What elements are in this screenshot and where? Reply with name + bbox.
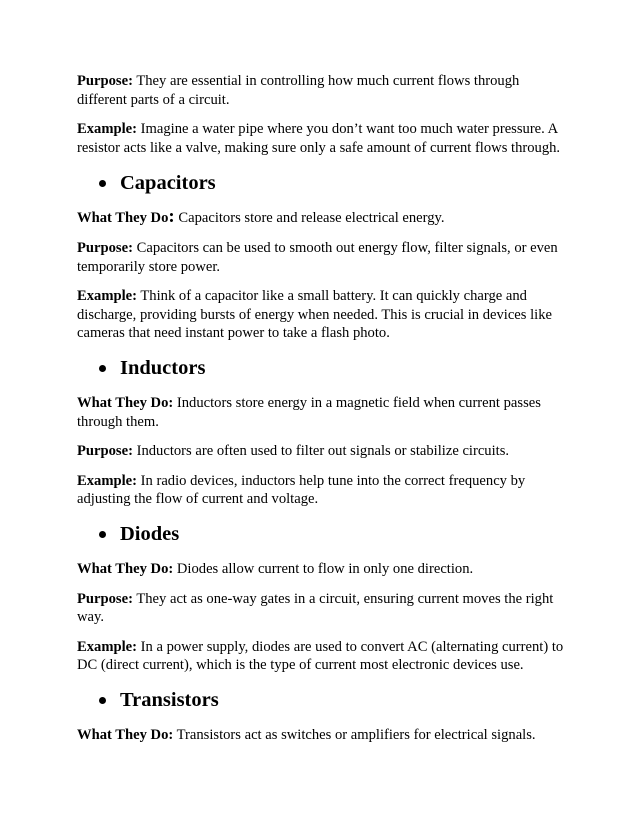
purpose-label: Purpose: xyxy=(77,73,133,89)
capacitors-heading xyxy=(77,168,567,198)
inductors-example xyxy=(77,472,567,509)
document-page xyxy=(77,72,567,755)
transistors-what xyxy=(77,726,567,745)
capacitors-what xyxy=(77,208,567,228)
purpose-text: Capacitors can be used to smooth out energy flow, filter signals, or even temporarily store power. xyxy=(77,239,558,275)
what-label: What They Do: xyxy=(77,726,174,743)
capacitors-purpose xyxy=(77,239,567,276)
bullet-icon xyxy=(99,180,106,187)
what-text: Transistors act as switches or amplifiers for electrical signals. xyxy=(173,726,536,743)
purpose-label: Purpose: xyxy=(77,239,133,256)
transistors-heading xyxy=(77,686,567,716)
what-text: Diodes allow current to flow in only one direction. xyxy=(173,560,474,577)
example-text: In radio devices, inductors help tune into the correct frequency by adjusting the flow of current and voltage. xyxy=(77,472,526,508)
example-text: Think of a capacitor like a small battery. It can quickly charge and discharge, providing bursts of energy when needed. This is crucial in devices like cameras that need instant power to take a flash photo. xyxy=(77,288,552,342)
what-text: Inductors store energy in a magnetic field when current passes through them. xyxy=(77,394,541,430)
purpose-text: They act as one-way gates in a circuit, ensuring current moves the right way. xyxy=(77,590,554,626)
inductors-heading xyxy=(77,354,567,384)
diodes-what xyxy=(77,560,567,579)
bullet-icon xyxy=(99,531,106,538)
example-text: Imagine a water pipe where you don’t want too much water pressure. A resistor acts like a valve, making sure only a safe amount of current flows through. xyxy=(77,121,561,156)
example-label: Example: xyxy=(77,121,137,138)
resistors-example xyxy=(77,120,567,157)
purpose-text: They are essential in controlling how much current flows through different parts of a circuit. xyxy=(77,73,520,108)
what-text: Capacitors store and release electrical energy. xyxy=(174,210,445,227)
heading-text: Diodes xyxy=(120,523,180,546)
what-colon: : xyxy=(168,206,175,228)
capacitors-example xyxy=(77,287,567,343)
example-text: In a power supply, diodes are used to convert AC (alternating current) to DC (direct current), which is the type of current most electronic devices use. xyxy=(77,638,564,674)
example-label: Example: xyxy=(77,288,137,305)
diodes-heading xyxy=(77,520,567,550)
bullet-icon xyxy=(99,697,106,704)
heading-text: Inductors xyxy=(120,357,206,380)
example-label: Example: xyxy=(77,638,137,655)
purpose-label: Purpose: xyxy=(77,590,133,607)
diodes-example xyxy=(77,638,567,675)
diodes-purpose xyxy=(77,590,567,627)
purpose-label: Purpose: xyxy=(77,443,133,460)
heading-text: Transistors xyxy=(120,689,219,712)
purpose-text: Inductors are often used to filter out signals or stabilize circuits. xyxy=(132,443,510,460)
what-label: What They Do xyxy=(77,210,169,227)
inductors-what xyxy=(77,394,567,431)
inductors-purpose xyxy=(77,442,567,461)
resistors-purpose xyxy=(77,72,567,109)
heading-text: Capacitors xyxy=(120,171,216,194)
bullet-icon xyxy=(99,365,106,372)
what-label: What They Do: xyxy=(77,394,174,411)
what-label: What They Do: xyxy=(77,560,174,577)
example-label: Example: xyxy=(77,472,137,489)
